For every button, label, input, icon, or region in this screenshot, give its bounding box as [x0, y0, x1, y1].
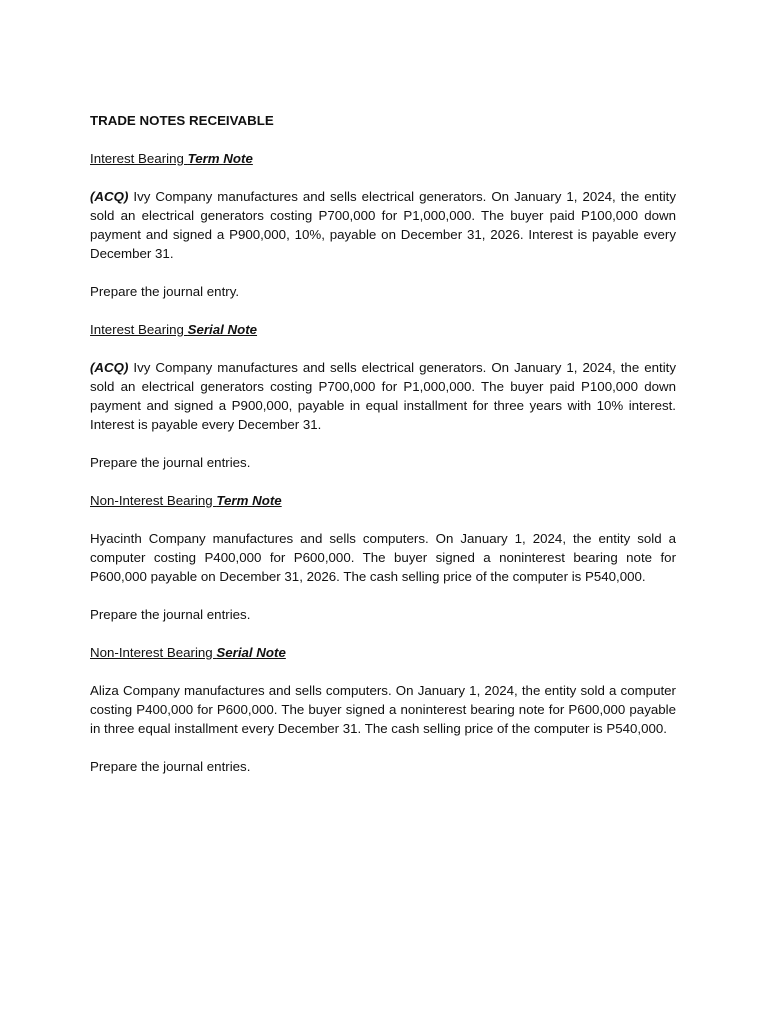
problem-paragraph — [90, 529, 676, 586]
document-title: TRADE NOTES RECEIVABLE — [90, 113, 274, 128]
heading-prefix: Non-Interest Bearing — [90, 493, 217, 508]
instruction-text: Prepare the journal entry. — [90, 284, 240, 299]
heading-prefix: Interest Bearing — [90, 151, 188, 166]
section-heading-interest-term — [90, 149, 676, 168]
instruction-text: Prepare the journal entries. — [90, 607, 251, 622]
problem-paragraph — [90, 681, 676, 738]
heading-emphasis: Term Note — [187, 151, 253, 166]
heading-prefix: Interest Bearing — [90, 322, 188, 337]
problem-text: Aliza Company manufactures and sells computers. On January 1, 2024, the entity sold a computer costing P400,000 for P600,000. The buyer signed a noninterest bearing note for P600,000 payable in three equal installment every December 31. The cash selling price of the computer is P540,000. — [90, 683, 676, 736]
instruction-text: Prepare the journal entries. — [90, 759, 251, 774]
section-heading-noninterest-serial — [90, 643, 676, 662]
heading-emphasis: Serial Note — [187, 322, 258, 337]
problem-text: Hyacinth Company manufactures and sells computers. On January 1, 2024, the entity sold a computer costing P400,000 for P600,000. The buyer signed a noninterest bearing note for P600,000 payable on December 31, 2026. The cash selling price of the computer is P540,000. — [90, 531, 676, 584]
problem-text: Ivy Company manufactures and sells electrical generators. On January 1, 2024, the entity sold an electrical generators costing P700,000 for P1,000,000. The buyer paid P100,000 down payment and signed a P900,000, payable in equal installment for three years with 10% interest. Interest is payable every December 31. — [90, 360, 676, 432]
heading-emphasis: Serial Note — [216, 645, 286, 660]
problem-paragraph — [90, 187, 676, 263]
problem-tag: (ACQ) — [90, 189, 129, 204]
document-page — [90, 111, 676, 795]
problem-text: Ivy Company manufactures and sells electrical generators. On January 1, 2024, the entity sold an electrical generators costing P700,000 for P1,000,000. The buyer paid P100,000 down payment and signed a P900,000, 10%, payable on December 31, 2026. Interest is payable every December 31. — [90, 189, 676, 261]
problem-paragraph — [90, 358, 676, 434]
section-heading-noninterest-term — [90, 491, 676, 510]
section-heading-interest-serial — [90, 320, 676, 339]
heading-emphasis: Term Note — [216, 493, 282, 508]
heading-prefix: Non-Interest Bearing — [90, 645, 217, 660]
problem-tag: (ACQ) — [90, 360, 129, 375]
instruction-text: Prepare the journal entries. — [90, 455, 251, 470]
